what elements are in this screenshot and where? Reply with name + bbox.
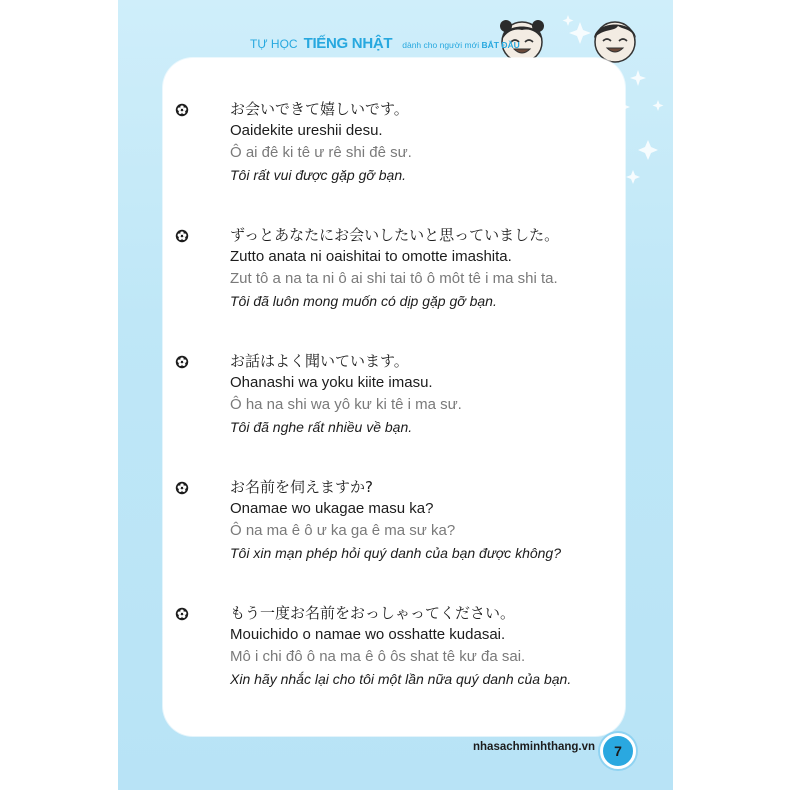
flower-bullet-icon <box>175 229 189 243</box>
japanese-phrase: お話はよく聞いています。 <box>230 352 409 370</box>
flower-bullet-icon <box>175 481 189 495</box>
page-number-badge: 7 <box>600 733 636 769</box>
romaji-text: Mouichido o namae wo osshatte kudasai. <box>230 626 506 643</box>
japanese-phrase: ずっとあなたにお会いしたいと思っていました。 <box>230 226 560 244</box>
header-subtitle-lead: dành cho người mới <box>402 40 480 50</box>
flower-bullet-icon <box>175 607 189 621</box>
pronunciation-text: Zut tô a na ta ni ô ai shi tai tô ô môt tê i ma shi ta. <box>230 270 558 287</box>
pronunciation-text: Ô ai đê ki tê ư rê shi đê sư. <box>230 144 412 161</box>
romaji-text: Zutto anata ni oaishitai to omotte imashita. <box>230 248 512 265</box>
book-header <box>250 35 520 55</box>
header-title: TIẾNG NHẬT <box>303 35 393 52</box>
japanese-phrase: もう一度お名前をおっしゃってください。 <box>230 604 516 622</box>
romaji-text: Onamae wo ukagae masu ka? <box>230 500 434 517</box>
translation-text: Tôi rất vui được gặp gỡ bạn. <box>230 167 406 183</box>
romaji-text: Oaidekite ureshii desu. <box>230 122 383 139</box>
translation-text: Tôi xin mạn phép hỏi quý danh của bạn được không? <box>230 545 562 561</box>
pronunciation-text: Mô i chi đô ô na ma ê ô ôs shat tê kư đa sai. <box>230 648 526 665</box>
pronunciation-text: Ô ha na shi wa yô kư ki tê i ma sư. <box>230 396 462 413</box>
publisher-website: nhasachminhthang.vn <box>473 741 596 753</box>
flower-bullet-icon <box>175 355 189 369</box>
header-subtitle-bold: BẮT ĐẦU <box>481 40 520 50</box>
translation-text: Tôi đã luôn mong muốn có dịp gặp gỡ bạn. <box>230 293 497 309</box>
flower-bullet-icon <box>175 103 189 117</box>
romaji-text: Ohanashi wa yoku kiite imasu. <box>230 374 433 391</box>
translation-text: Tôi đã nghe rất nhiều về bạn. <box>230 419 413 435</box>
translation-text: Xin hãy nhắc lại cho tôi một lần nữa quý danh của bạn. <box>230 671 572 687</box>
pronunciation-text: Ô na ma ê ô ư ka ga ê ma sư ka? <box>230 522 456 539</box>
phrase-card <box>163 58 625 736</box>
header-subtitle <box>402 40 519 50</box>
header-prefix: TỰ HỌC <box>250 37 298 51</box>
japanese-phrase: お名前を伺えますか? <box>230 478 373 496</box>
japanese-phrase: お会いできて嬉しいです。 <box>230 100 409 118</box>
